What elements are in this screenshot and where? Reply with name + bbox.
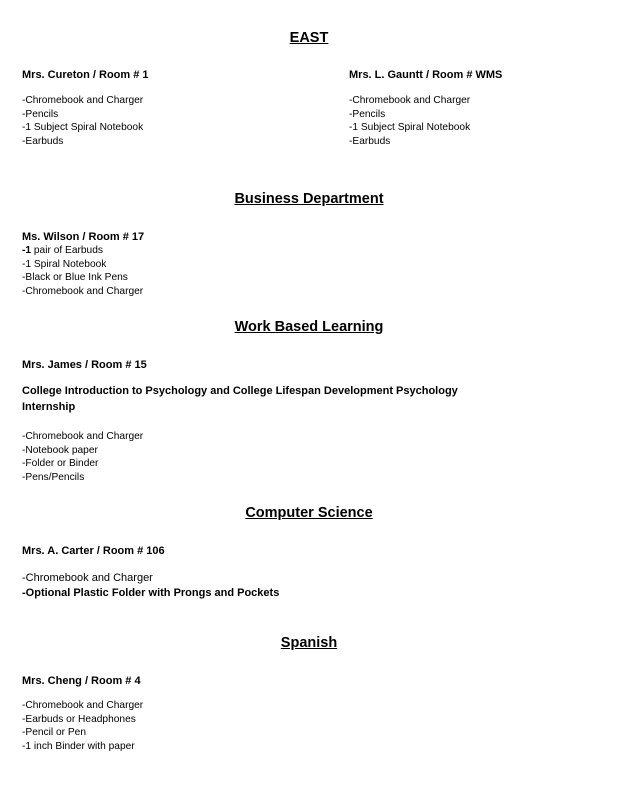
section-title-business: Business Department [234, 191, 384, 207]
section-title-computer-science: Computer Science [245, 505, 373, 521]
supply-list-cheng [22, 699, 143, 753]
section-title-spanish: Spanish [280, 635, 338, 651]
teacher-heading-cureton: Mrs. Cureton / Room # 1 [22, 69, 149, 81]
list-item: -1 Subject Spiral Notebook [22, 122, 144, 134]
list-item: -Chromebook and Charger [22, 700, 144, 711]
list-item: -Pencils [22, 108, 59, 120]
teacher-heading-cheng: Mrs. Cheng / Room # 4 [22, 675, 141, 687]
list-item: -Optional Plastic Folder with Prongs and Pockets [22, 587, 280, 599]
list-item: -Pencils [349, 108, 386, 120]
list-item: -1 inch Binder with paper [22, 740, 135, 752]
teacher-heading-james: Mrs. James / Room # 15 [22, 359, 147, 371]
list-item: -1 Spiral Notebook [22, 258, 107, 270]
list-item: -Folder or Binder [22, 458, 99, 470]
supply-list-carter [22, 571, 279, 601]
list-item: -Chromebook and Charger [22, 572, 153, 584]
list-item-rest: pair of Earbuds [31, 245, 103, 256]
teacher-heading-carter: Mrs. A. Carter / Room # 106 [22, 545, 165, 557]
list-item: -Earbuds [349, 135, 391, 147]
supply-list-gauntt [349, 94, 470, 148]
course-title: College Introduction to Psychology and College Lifespan Development Psychology Internship [22, 385, 458, 413]
supply-list-james [22, 430, 143, 484]
list-item: -Chromebook and Charger [22, 285, 144, 297]
section-title-east: EAST [289, 30, 329, 46]
teacher-heading-gauntt: Mrs. L. Gauntt / Room # WMS [349, 69, 503, 81]
list-item-bold-lead: -1 [22, 245, 32, 256]
list-item: -Pencil or Pen [22, 727, 86, 739]
list-item: -Notebook paper [22, 444, 98, 456]
section-title-work-based: Work Based Learning [234, 319, 384, 335]
list-item: -Chromebook and Charger [22, 431, 144, 442]
list-item [22, 244, 143, 258]
list-item: -Pens/Pencils [22, 471, 85, 483]
teacher-heading-wilson: Ms. Wilson / Room # 17 [22, 231, 145, 243]
list-item: -Earbuds or Headphones [22, 713, 136, 725]
list-item: -Chromebook and Charger [22, 95, 144, 106]
supply-list-wilson [22, 244, 143, 298]
list-item: -Black or Blue Ink Pens [22, 272, 128, 284]
list-item: -Chromebook and Charger [349, 95, 471, 106]
list-item: -Earbuds [22, 135, 64, 147]
supply-list-cureton [22, 94, 143, 148]
list-item: -1 Subject Spiral Notebook [349, 122, 471, 134]
